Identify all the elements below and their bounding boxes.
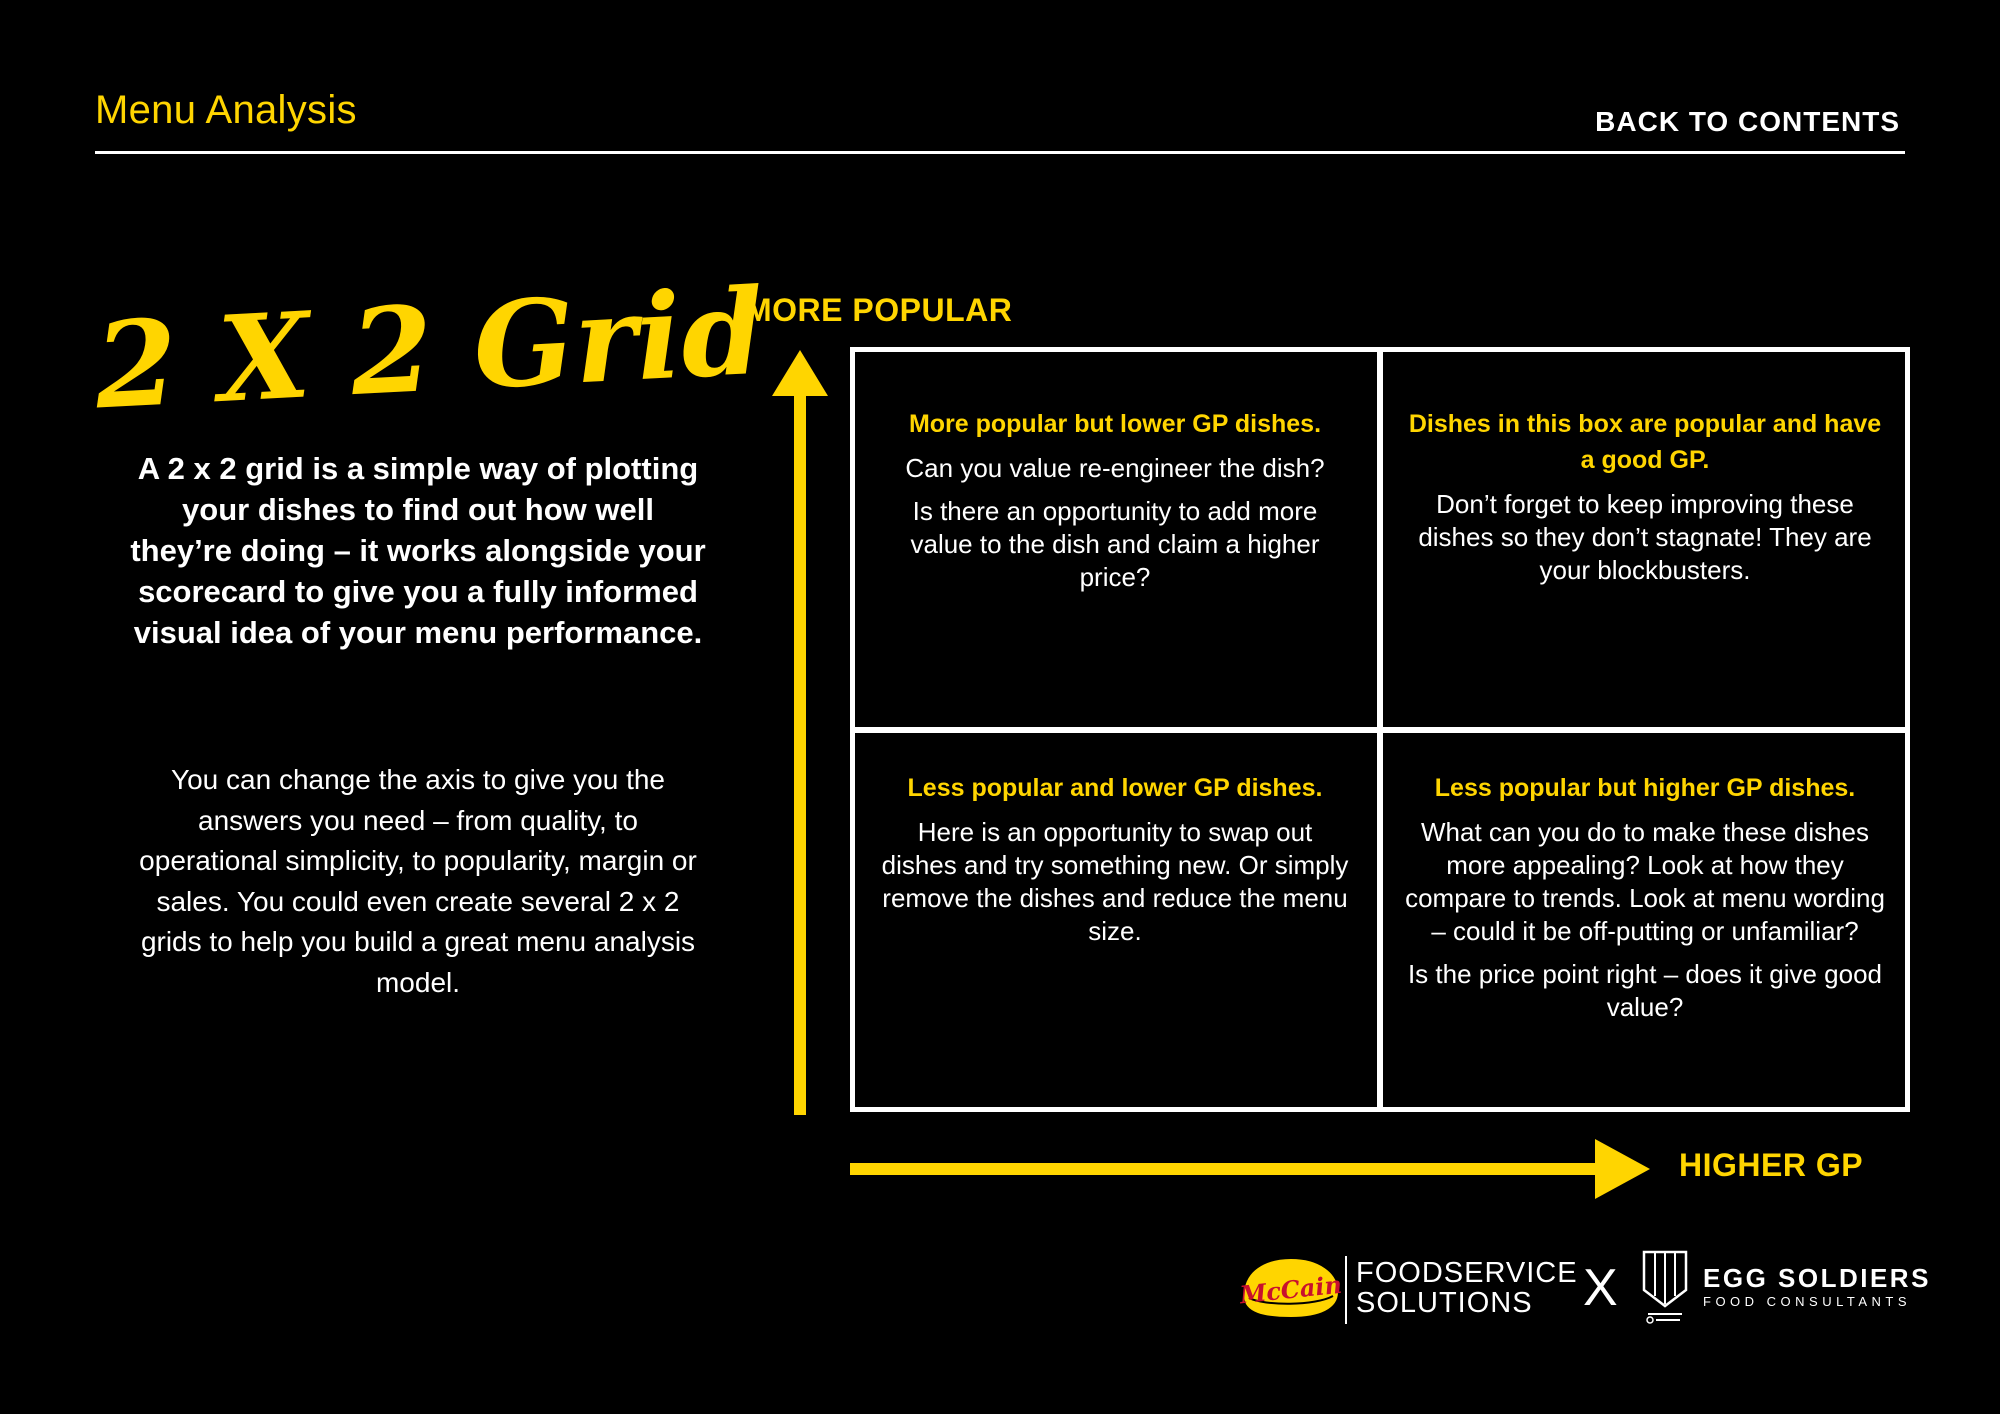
- quadrant-text: Here is an opportunity to swap out dishes and try something new. Or simply remove the dishes and reduce the menu size.: [881, 817, 1349, 946]
- right-arrow-icon: [850, 1136, 1650, 1202]
- quadrant-top-right: [1400, 406, 1890, 587]
- quadrant-top-left: [880, 406, 1350, 594]
- quadrant-text: Can you value re-engineer the dish?: [905, 453, 1325, 483]
- egg-soldiers-subtitle: FOOD CONSULTANTS: [1703, 1294, 1912, 1309]
- up-arrow-icon: [770, 350, 830, 1115]
- egg-soldiers-emblem-icon: [1640, 1250, 1690, 1326]
- quadrant-text: Is there an opportunity to add more value to the dish and claim a higher price?: [910, 496, 1320, 592]
- grid-horizontal-divider: [850, 727, 1910, 733]
- foodservice-line-2: SOLUTIONS: [1356, 1287, 1533, 1319]
- grid-title-text: 2 X 2 Grid: [91, 261, 768, 436]
- mccain-logo: [1235, 1252, 1345, 1324]
- logo-divider: [1345, 1256, 1347, 1324]
- grid-title-heading: [91, 261, 768, 436]
- quadrant-text: Don’t forget to keep improving these dishes so they don’t stagnate! They are your blockbusters.: [1418, 489, 1872, 585]
- foodservice-solutions-wordmark: [1356, 1258, 1578, 1318]
- intro-bold-paragraph: A 2 x 2 grid is a simple way of plotting your dishes to find out how well they’re doing – it works alongside your scorecard to give you a fully informed visual idea of your menu performance.: [130, 451, 706, 650]
- quadrant-bottom-left: [880, 770, 1350, 948]
- header-divider: [95, 151, 1905, 154]
- quadrant-text: What can you do to make these dishes more appealing? Look at how they compare to trends. Look at menu wording – could it be off-putting or unfamiliar?: [1405, 817, 1885, 946]
- quadrant-bottom-right: [1400, 770, 1890, 1024]
- quadrant-title: Less popular and lower GP dishes.: [907, 774, 1323, 802]
- quadrant-title: Dishes in this box are popular and have a good GP.: [1408, 410, 1882, 474]
- quadrant-text: Is the price point right – does it give good value?: [1407, 959, 1883, 1022]
- back-to-contents-link[interactable]: BACK TO CONTENTS: [1595, 106, 1900, 137]
- egg-soldiers-name: EGG SOLDIERS: [1703, 1263, 1931, 1293]
- mccain-logo-text: McCain: [1238, 1269, 1344, 1310]
- collaboration-x: X: [1583, 1259, 1618, 1317]
- foodservice-line-1: FOODSERVICE: [1356, 1257, 1578, 1289]
- x-axis-label: HIGHER GP: [1679, 1147, 1864, 1183]
- page-title: Menu Analysis: [95, 88, 357, 132]
- quadrant-title: More popular but lower GP dishes.: [908, 410, 1322, 438]
- quadrant-title: Less popular but higher GP dishes.: [1434, 774, 1856, 802]
- y-axis-label: MORE POPULAR: [745, 292, 1013, 328]
- intro-body-paragraph: You can change the axis to give you the answers you need – from quality, to operational simplicity, to popularity, margin or sales. You could even create several 2 x 2 grids to help you build a great menu analysis model.: [139, 764, 697, 998]
